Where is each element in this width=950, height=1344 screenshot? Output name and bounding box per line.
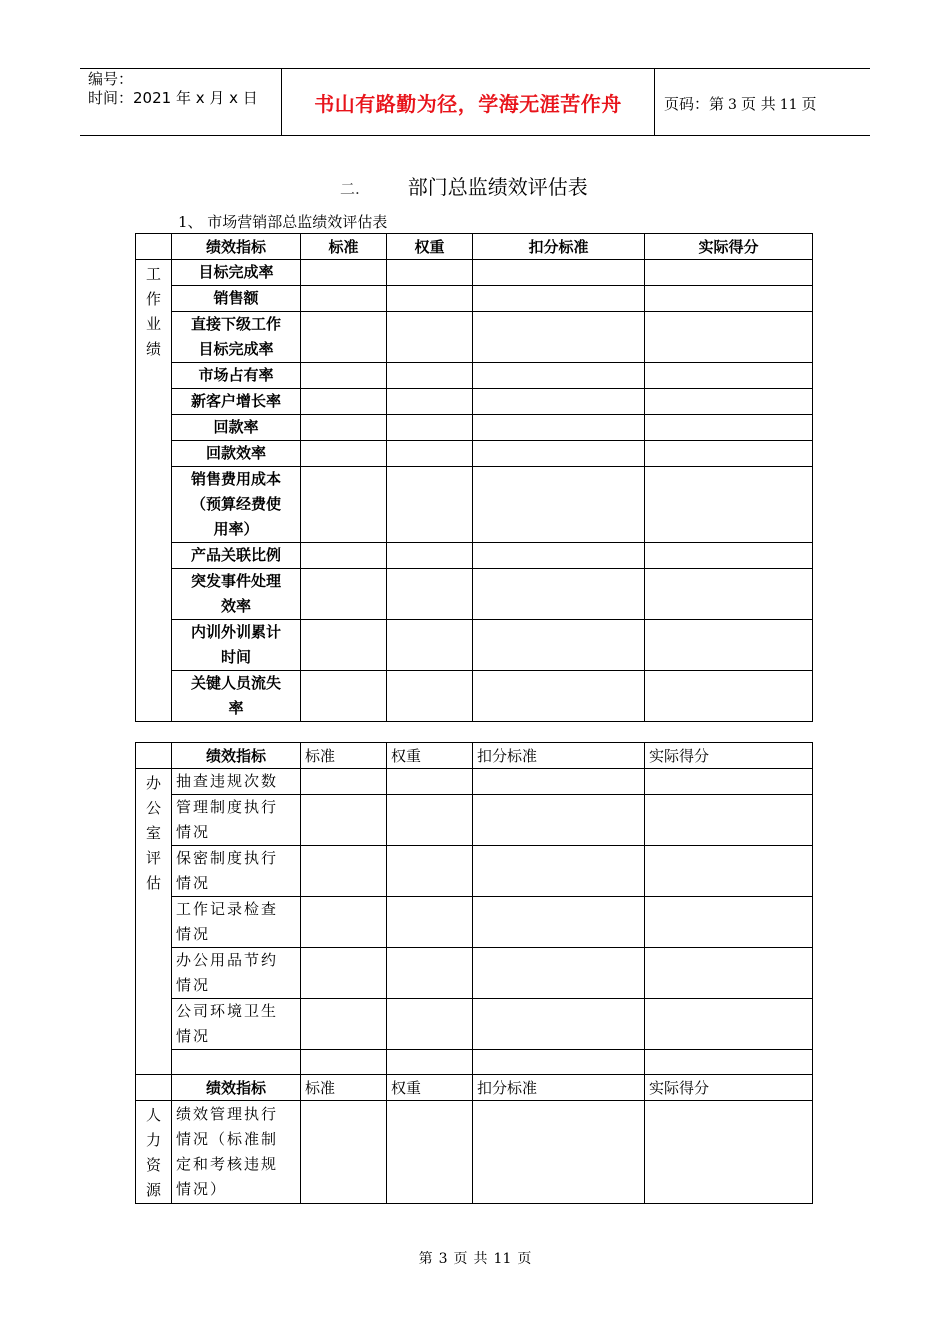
section-title: 部门总监绩效评估表	[407, 175, 588, 199]
footer-total-pages: 11	[493, 1251, 512, 1267]
indicator-line: 情况	[176, 1027, 211, 1045]
indicator-line: 工作记录检查	[176, 900, 279, 918]
indicator-cell	[172, 620, 301, 671]
header-bottom-rule	[80, 135, 870, 136]
weight-input-cell[interactable]	[387, 769, 473, 795]
table-row	[136, 260, 813, 286]
weight-input-cell[interactable]	[387, 1050, 473, 1075]
group-label-char: 作	[145, 290, 161, 308]
standard-input-cell[interactable]	[301, 897, 387, 948]
standard-input-cell[interactable]	[301, 671, 387, 722]
indicator-line: （预算经费使	[190, 495, 281, 513]
weight-input-cell[interactable]	[387, 569, 473, 620]
standard-input-cell[interactable]	[301, 363, 387, 389]
table-row	[136, 415, 813, 441]
indicator-cell	[172, 897, 301, 948]
score-input-cell[interactable]	[645, 620, 813, 671]
deduction-input-cell[interactable]	[473, 312, 645, 363]
indicator-cell	[172, 467, 301, 543]
header-cell-indicator: 绩效指标	[172, 743, 301, 769]
weight-input-cell[interactable]	[387, 467, 473, 543]
deduction-input-cell[interactable]	[473, 620, 645, 671]
page-footer	[0, 1248, 950, 1268]
header-cell	[136, 1075, 172, 1101]
weight-input-cell[interactable]	[387, 543, 473, 569]
indicator-line: 回款率	[213, 418, 259, 436]
section-heading	[340, 171, 588, 200]
score-input-cell[interactable]	[645, 671, 813, 722]
score-input-cell[interactable]	[645, 260, 813, 286]
page-current: 3	[728, 97, 737, 113]
standard-input-cell[interactable]	[301, 467, 387, 543]
score-input-cell[interactable]	[645, 286, 813, 312]
table-row	[136, 897, 813, 948]
indicator-cell	[172, 569, 301, 620]
table-row	[136, 1101, 813, 1204]
office-and-hr-table	[135, 742, 813, 1204]
weight-input-cell[interactable]	[387, 363, 473, 389]
group-label-char: 办	[145, 774, 161, 792]
indicator-line: 管理制度执行	[176, 798, 279, 816]
indicator-cell	[172, 948, 301, 999]
table-row-empty	[136, 1050, 813, 1075]
page-end: 页	[801, 95, 817, 113]
header-cell-standard: 标准	[301, 234, 387, 260]
deduction-input-cell[interactable]	[473, 415, 645, 441]
header-cell	[136, 234, 172, 260]
header-cell-standard: 标准	[301, 743, 387, 769]
score-input-cell[interactable]	[645, 999, 813, 1050]
document-number-label: 编号：	[88, 70, 134, 88]
header-cell-score: 实际得分	[645, 234, 813, 260]
standard-input-cell[interactable]	[301, 846, 387, 897]
weight-input-cell[interactable]	[387, 1101, 473, 1204]
header-cell-deduction: 扣分标准	[473, 743, 645, 769]
indicator-cell	[172, 671, 301, 722]
group-label-office	[136, 769, 172, 1075]
indicator-cell	[172, 286, 301, 312]
indicator-line: 目标完成率	[198, 340, 274, 358]
table-row	[136, 620, 813, 671]
deduction-input-cell[interactable]	[473, 1101, 645, 1204]
deduction-input-cell[interactable]	[473, 569, 645, 620]
weight-input-cell[interactable]	[387, 671, 473, 722]
table-row	[136, 467, 813, 543]
footer-prefix: 第	[418, 1251, 433, 1267]
indicator-line: 情况	[176, 874, 211, 892]
table-row	[136, 441, 813, 467]
score-input-cell[interactable]	[645, 441, 813, 467]
header-page-indicator	[664, 93, 817, 114]
indicator-cell	[172, 543, 301, 569]
table-row	[136, 999, 813, 1050]
weight-input-cell[interactable]	[387, 286, 473, 312]
standard-input-cell[interactable]	[301, 415, 387, 441]
standard-input-cell[interactable]	[301, 948, 387, 999]
score-input-cell[interactable]	[645, 312, 813, 363]
deduction-input-cell[interactable]	[473, 1050, 645, 1075]
table-header-row	[136, 234, 813, 260]
deduction-input-cell[interactable]	[473, 999, 645, 1050]
score-input-cell[interactable]	[645, 467, 813, 543]
weight-input-cell[interactable]	[387, 389, 473, 415]
indicator-line: 保密制度执行	[176, 849, 279, 867]
standard-input-cell[interactable]	[301, 999, 387, 1050]
indicator-cell	[172, 769, 301, 795]
deduction-input-cell[interactable]	[473, 769, 645, 795]
indicator-line: 率	[228, 699, 244, 717]
indicator-cell	[172, 1101, 301, 1204]
table-row	[136, 795, 813, 846]
group-label-char: 室	[145, 824, 161, 842]
standard-input-cell[interactable]	[301, 441, 387, 467]
header-cell-indicator: 绩效指标	[172, 234, 301, 260]
indicator-input-cell[interactable]	[172, 1050, 301, 1075]
standard-input-cell[interactable]	[301, 1101, 387, 1204]
indicator-line: 效率	[220, 597, 251, 615]
header-cell-weight: 权重	[387, 1075, 473, 1101]
indicator-line: 目标完成率	[198, 263, 274, 281]
table-row	[136, 769, 813, 795]
weight-input-cell[interactable]	[387, 948, 473, 999]
indicator-cell	[172, 312, 301, 363]
score-input-cell[interactable]	[645, 846, 813, 897]
indicator-line: 情况）	[176, 1180, 228, 1198]
deduction-input-cell[interactable]	[473, 543, 645, 569]
standard-input-cell[interactable]	[301, 795, 387, 846]
score-input-cell[interactable]	[645, 1101, 813, 1204]
table-row	[136, 363, 813, 389]
header-top-rule	[80, 68, 870, 69]
indicator-line: 用率）	[213, 520, 259, 538]
indicator-cell	[172, 846, 301, 897]
weight-input-cell[interactable]	[387, 846, 473, 897]
indicator-line: 时间	[220, 648, 251, 666]
standard-input-cell[interactable]	[301, 312, 387, 363]
header-motto: 书山有路勤为径，学海无涯苦作舟	[314, 92, 622, 116]
deduction-input-cell[interactable]	[473, 363, 645, 389]
indicator-line: 情况	[176, 823, 211, 841]
header-cell-weight: 权重	[387, 743, 473, 769]
header-cell-standard: 标准	[301, 1075, 387, 1101]
indicator-line: 情况	[176, 976, 211, 994]
indicator-line: 直接下级工作	[190, 315, 281, 333]
header-cell-score: 实际得分	[645, 1075, 813, 1101]
table-row	[136, 671, 813, 722]
weight-input-cell[interactable]	[387, 897, 473, 948]
weight-input-cell[interactable]	[387, 999, 473, 1050]
standard-input-cell[interactable]	[301, 620, 387, 671]
header-divider-right	[654, 68, 655, 136]
standard-input-cell[interactable]	[301, 1050, 387, 1075]
deduction-input-cell[interactable]	[473, 286, 645, 312]
indicator-cell	[172, 260, 301, 286]
indicator-line: 情况	[176, 925, 211, 943]
indicator-line: 回款效率	[205, 444, 266, 462]
standard-input-cell[interactable]	[301, 260, 387, 286]
indicator-line: 绩效管理执行	[176, 1105, 279, 1123]
deduction-input-cell[interactable]	[473, 897, 645, 948]
deduction-input-cell[interactable]	[473, 671, 645, 722]
document-time-label: 时间：2021 年 x 月 x 日	[88, 89, 258, 107]
page-label: 页码：第	[664, 95, 725, 113]
subsection-title: 1、 市场营销部总监绩效评估表	[178, 213, 388, 231]
marketing-director-table	[135, 233, 813, 722]
standard-input-cell[interactable]	[301, 389, 387, 415]
deduction-input-cell[interactable]	[473, 260, 645, 286]
group-label-char: 力	[145, 1131, 161, 1149]
table-row	[136, 312, 813, 363]
indicator-line: 抽查违规次数	[176, 772, 279, 790]
group-label-char: 源	[145, 1181, 161, 1199]
header-meta	[88, 70, 258, 108]
indicator-line: 销售额	[213, 289, 259, 307]
footer-mid2: 共	[473, 1251, 488, 1267]
table-row	[136, 286, 813, 312]
group-label-char: 公	[145, 799, 161, 817]
section-number: 二.	[340, 180, 360, 198]
indicator-line: 关键人员流失	[190, 674, 281, 692]
group-label-char: 工	[145, 265, 161, 283]
header-cell-weight: 权重	[387, 234, 473, 260]
score-input-cell[interactable]	[645, 415, 813, 441]
table-row	[136, 389, 813, 415]
page-total: 11	[779, 97, 798, 113]
standard-input-cell[interactable]	[301, 769, 387, 795]
page-mid: 页 共	[740, 95, 776, 113]
indicator-line: 新客户增长率	[190, 392, 281, 410]
indicator-line: 市场占有率	[198, 366, 274, 384]
group-label-hr	[136, 1101, 172, 1204]
deduction-input-cell[interactable]	[473, 389, 645, 415]
score-input-cell[interactable]	[645, 569, 813, 620]
standard-input-cell[interactable]	[301, 569, 387, 620]
group-label-char: 绩	[145, 340, 161, 358]
weight-input-cell[interactable]	[387, 620, 473, 671]
group-label-char: 业	[145, 315, 161, 333]
weight-input-cell[interactable]	[387, 795, 473, 846]
header-cell-score: 实际得分	[645, 743, 813, 769]
table-header-row	[136, 1075, 813, 1101]
indicator-line: 定和考核违规	[176, 1155, 279, 1173]
header-cell-deduction: 扣分标准	[473, 234, 645, 260]
weight-input-cell[interactable]	[387, 441, 473, 467]
indicator-line: 产品关联比例	[190, 546, 281, 564]
indicator-cell	[172, 415, 301, 441]
header-cell-indicator: 绩效指标	[172, 1075, 301, 1101]
score-input-cell[interactable]	[645, 897, 813, 948]
deduction-input-cell[interactable]	[473, 846, 645, 897]
standard-input-cell[interactable]	[301, 286, 387, 312]
footer-suffix: 页	[517, 1251, 532, 1267]
score-input-cell[interactable]	[645, 769, 813, 795]
indicator-line: 办公用品节约	[176, 951, 279, 969]
header-cell	[136, 743, 172, 769]
indicator-line: 销售费用成本	[190, 470, 281, 488]
indicator-line: 公司环境卫生	[176, 1002, 279, 1020]
table-row	[136, 846, 813, 897]
indicator-cell	[172, 441, 301, 467]
deduction-input-cell[interactable]	[473, 467, 645, 543]
score-input-cell[interactable]	[645, 363, 813, 389]
indicator-line: 内训外训累计	[190, 623, 281, 641]
deduction-input-cell[interactable]	[473, 441, 645, 467]
group-label-char: 估	[145, 874, 161, 892]
score-input-cell[interactable]	[645, 948, 813, 999]
weight-input-cell[interactable]	[387, 260, 473, 286]
deduction-input-cell[interactable]	[473, 795, 645, 846]
group-label-work-performance	[136, 260, 172, 722]
weight-input-cell[interactable]	[387, 312, 473, 363]
indicator-cell	[172, 389, 301, 415]
indicator-line: 情况（标准制	[176, 1130, 279, 1148]
indicator-cell	[172, 795, 301, 846]
score-input-cell[interactable]	[645, 389, 813, 415]
deduction-input-cell[interactable]	[473, 948, 645, 999]
table-row	[136, 948, 813, 999]
footer-current-page: 3	[438, 1251, 448, 1267]
standard-input-cell[interactable]	[301, 543, 387, 569]
indicator-cell	[172, 999, 301, 1050]
header-divider-left	[281, 68, 282, 136]
group-label-char: 人	[145, 1106, 161, 1124]
table-header-row	[136, 743, 813, 769]
table-row	[136, 569, 813, 620]
weight-input-cell[interactable]	[387, 415, 473, 441]
group-label-char: 评	[145, 849, 161, 867]
score-input-cell[interactable]	[645, 543, 813, 569]
footer-mid1: 页	[453, 1251, 468, 1267]
score-input-cell[interactable]	[645, 795, 813, 846]
header-cell-deduction: 扣分标准	[473, 1075, 645, 1101]
indicator-cell	[172, 363, 301, 389]
table-row	[136, 543, 813, 569]
score-input-cell[interactable]	[645, 1050, 813, 1075]
indicator-line: 突发事件处理	[190, 572, 281, 590]
group-label-char: 资	[145, 1156, 161, 1174]
